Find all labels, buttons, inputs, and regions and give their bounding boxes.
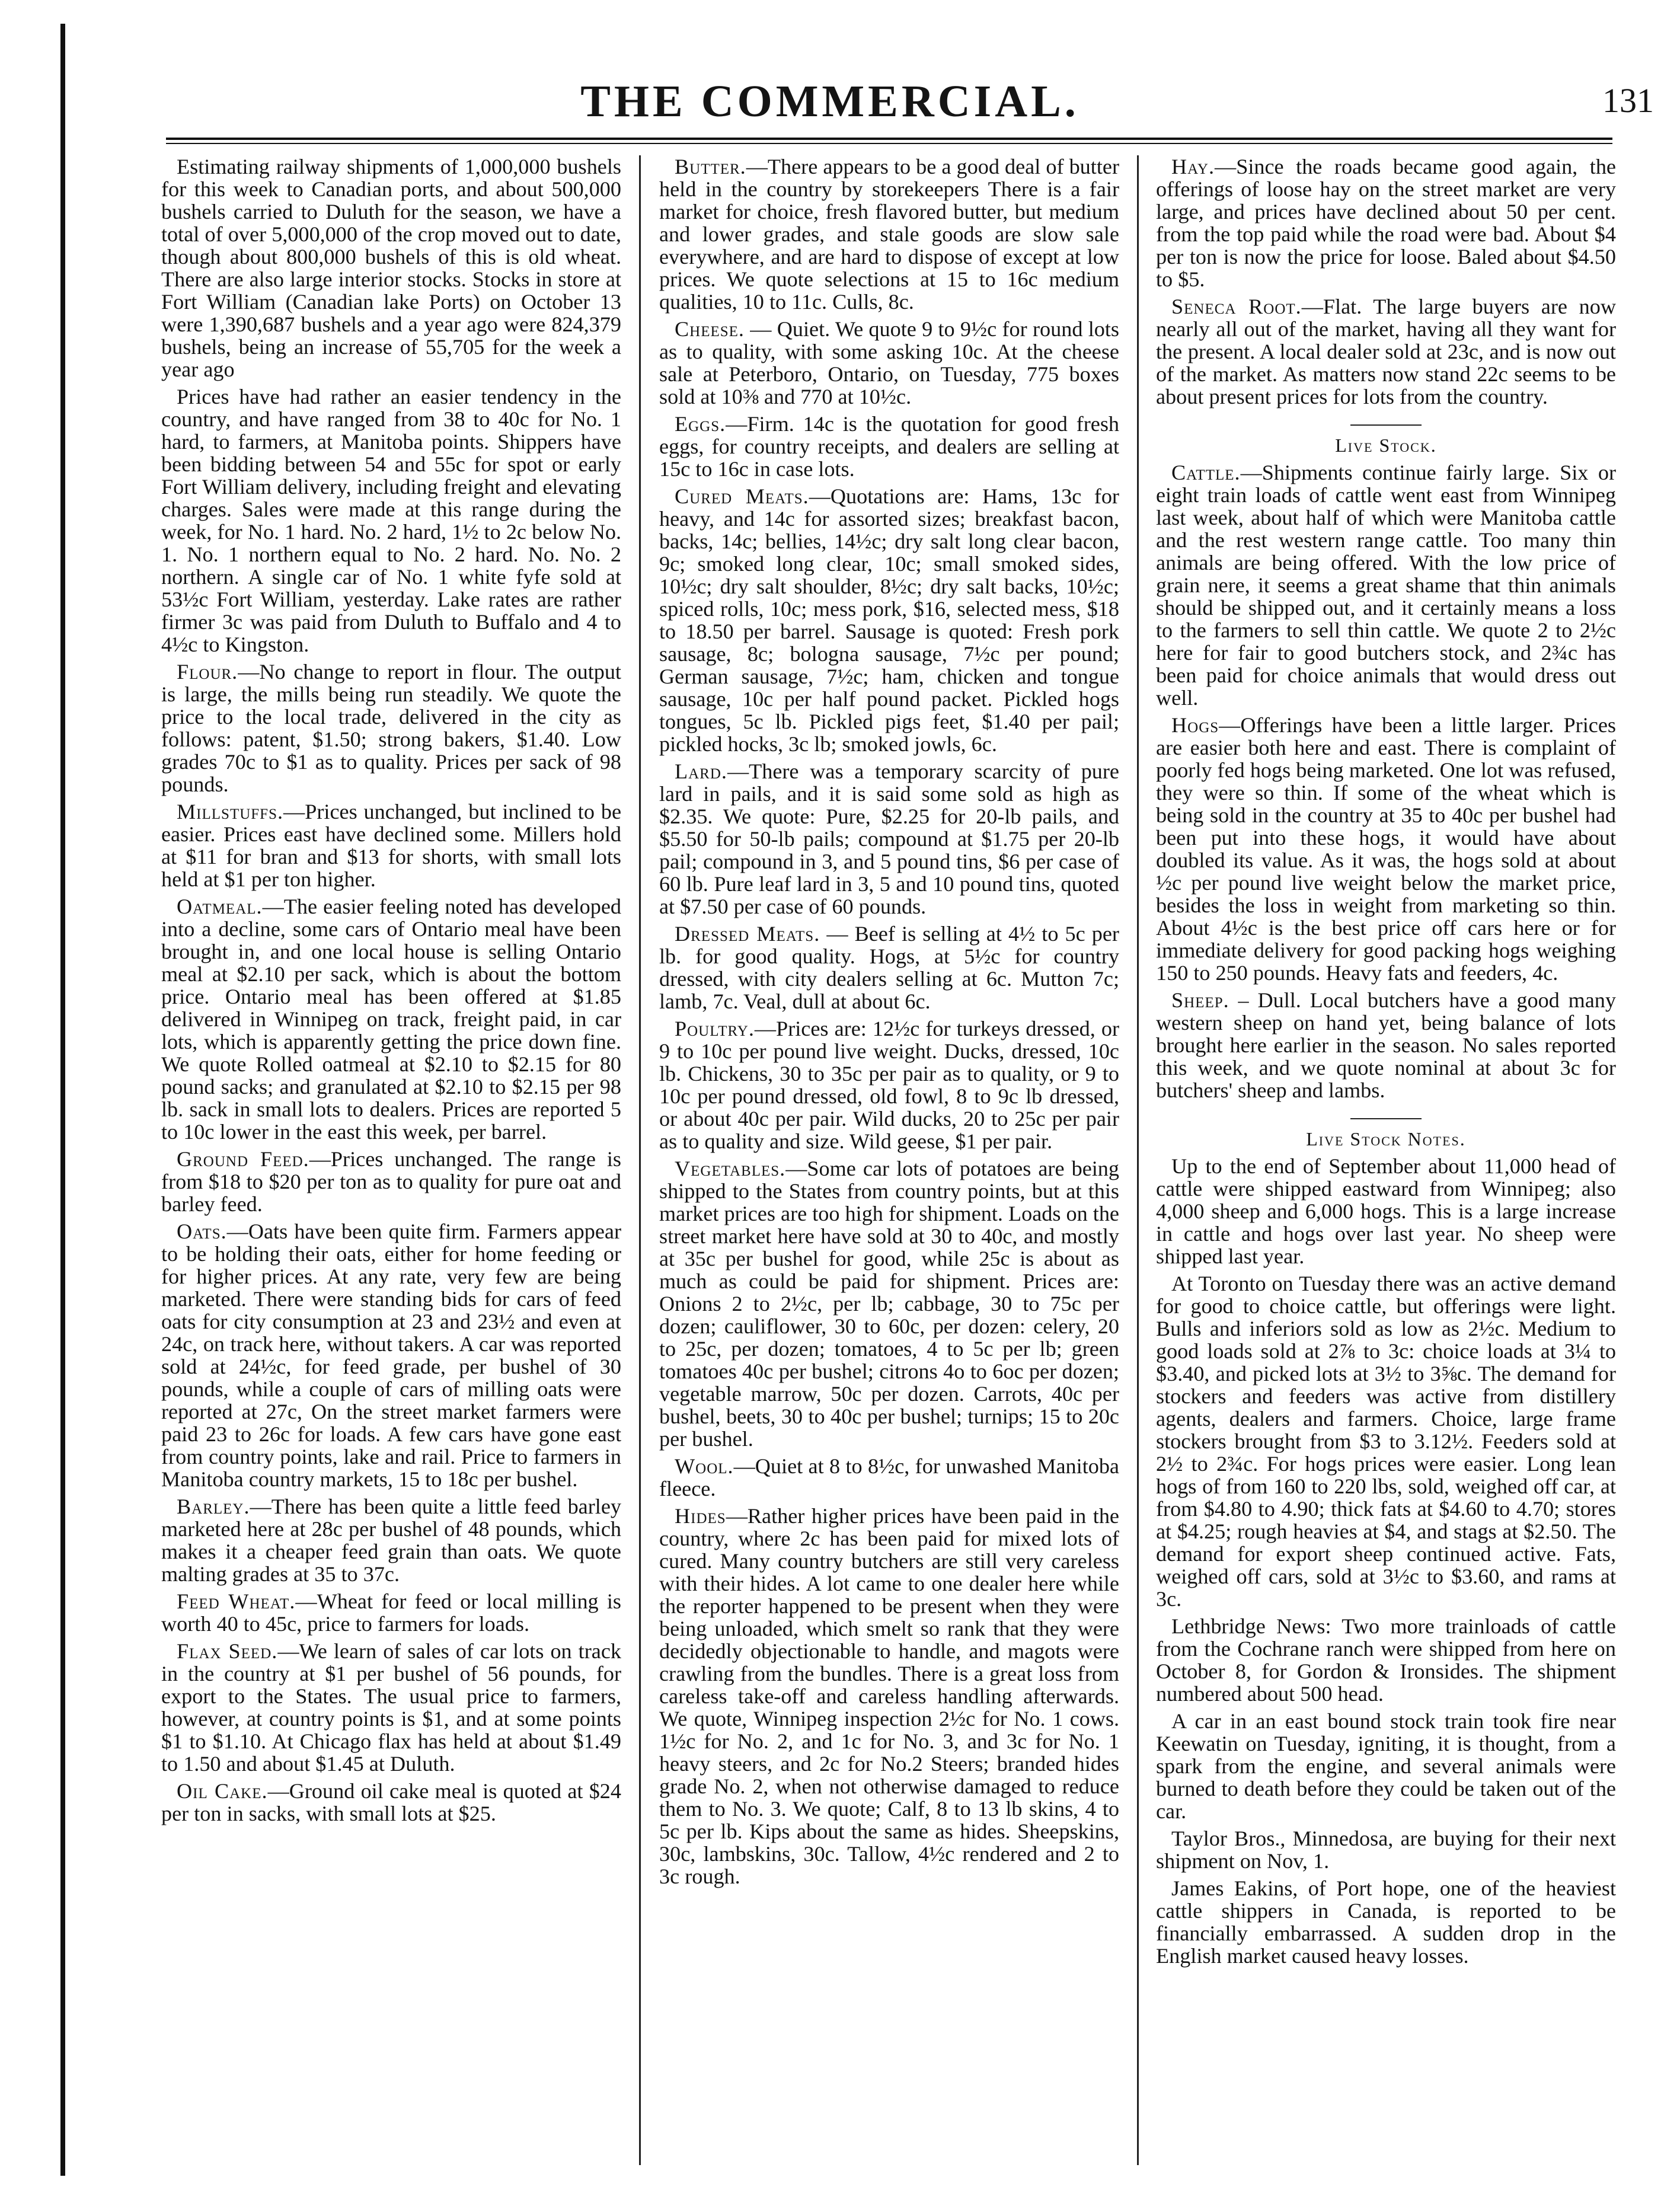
- article-paragraph: [1156, 1877, 1616, 1967]
- paragraph-text: —Wheat for feed or local milling is worth 40 to 45c, price to farmers for loads.: [161, 1589, 621, 1636]
- paragraph-heading: Cattle.: [1171, 461, 1241, 484]
- article-paragraph: [161, 895, 621, 1143]
- article-paragraph: [659, 155, 1119, 313]
- article-paragraph: [1156, 295, 1616, 408]
- article-paragraph: [659, 413, 1119, 480]
- article-paragraph: [1156, 1615, 1616, 1705]
- paragraph-heading: Seneca Root.: [1171, 295, 1302, 318]
- paragraph-text: —Prices unchanged, but inclined to be easier. Prices east have declined some. Millers hold at $11 for bran and $13 for shorts, with small lots held at $1 per ton higher.: [161, 800, 621, 891]
- paragraph-text: —Rather higher prices have been paid in the country, where 2c has been paid for mixed lots of cured. Many country butchers are still very careless with their hides. A lot came to one dealer here while the reporter happened to be present when they were being unloaded, which smelt so rank that they were decidedly objectionable to handle, and magots were crawling from the bundles. There is a great loss from careless take-off and careless handling afterwards. We quote, Winnipeg inspection 2½c for No. 1 cows. 1½c for No. 2, and 1c for No. 3, and 3c for No. 1 heavy steers, and 2c for No.2 Steers; branded hides grade No. 2, when not otherwise damaged to reduce them to No. 3. We quote; Calf, 8 to 13 lb skins, 4 to 5c per lb. Kips about the same as hides. Sheepskins, 30c, lambskins, 30c. Tallow, 4½c rendered and 2 to 3c rough.: [659, 1504, 1119, 1888]
- paragraph-text: Up to the end of September about 11,000 head of cattle were shipped eastward from Winnipeg; also 4,000 sheep and 6,000 hogs. This is a large increase in cattle and hogs over last year. No sheep were shipped last year.: [1156, 1154, 1616, 1268]
- paragraph-text: — Beef is selling at 4½ to 5c per lb. for good quality. Hogs, at 5½c for country dressed, with city dealers selling at 6c. Mutton 7c; lamb, 7c. Veal, dull at about 6c.: [659, 922, 1119, 1013]
- article-paragraph: [659, 485, 1119, 755]
- paragraph-heading: Barley.: [177, 1495, 250, 1518]
- paragraph-heading: Dressed Meats.: [675, 922, 820, 946]
- article-paragraph: [1156, 155, 1616, 290]
- paragraph-text: At Toronto on Tuesday there was an active demand for good to choice cattle, but offerings were light. Bulls and inferiors sold as low as 2½c. Medium to good loads sold at 2⅞ to 3c: choice loads at 3¼ to $3.40, and picked lots at 3½ to 3⅝c. The demand for stockers and feeders was active from distillery agents, dealers and farmers. Choice, large frame stockers brought from $3 to 3.12½. Feeders sold at 2½ to 2¾c. For hogs prices were easier. Long lean hogs of from 160 to 220 lbs, sold, weighed off car, at from $4.80 to 4.90; thick fats at $4.60 to 4.70; stores at $4.25; rough heavies at $4, and stags at $2.50. The demand for export sheep continued active. Fats, weighed off cars, sold at 3½c to $3.60, and rams at 3c.: [1156, 1272, 1616, 1611]
- paragraph-text: —Oats have been quite firm. Farmers appear to be holding their oats, either for home feeding or for higher prices. At any rate, very few are being marketed. There were standing bids for cars of feed oats for city consumption at 23 and 23½ and even at 24c, on track here, without takers. A car was reported sold at 24½c, for feed grade, per bushel of 30 pounds, while a couple of cars of milling oats were reported at 27c, On the street market farmers were paid 23 to 26c for loads. A few cars have gone east from country points, lake and rail. Price to farmers in Manitoba country markets, 15 to 18c per bushel.: [161, 1219, 621, 1491]
- article-paragraph: [161, 1148, 621, 1215]
- paragraph-text: —Offerings have been a little larger. Prices are easier both here and east. There is complaint of poorly fed hogs being marketed. One lot was refused, they were so thin. If some of the wheat which is being sold in the country at 35 to 40c per bushel had been put into these hogs, it would have about doubled its value. As it was, the hogs sold at about ½c per pound live weight below the market price, besides the loss in weight from marketing so thin. About 4½c is the best price off cars here or for immediate delivery for good packing hogs weighing 150 to 250 pounds. Heavy fats and feeders, 4c.: [1156, 713, 1616, 985]
- article-paragraph: [161, 385, 621, 656]
- paragraph-text: —Quiet at 8 to 8½c, for unwashed Manitoba fleece.: [659, 1454, 1119, 1501]
- column-divider: [1137, 155, 1139, 2165]
- article-paragraph: [1156, 1710, 1616, 1822]
- paragraph-heading: Eggs.: [675, 412, 726, 436]
- paragraph-heading: Oats.: [177, 1219, 227, 1243]
- paragraph-text: Lethbridge News: Two more trainloads of cattle from the Cochrane ranch were shipped from here on October 8, for Gordon & Ironsides. The shipment numbered about 500 head.: [1156, 1614, 1616, 1706]
- paragraph-heading: Butter.: [675, 155, 746, 178]
- header-rule-thin: [166, 143, 1612, 144]
- paragraph-text: A car in an east bound stock train took fire near Keewatin on Tuesday, igniting, it is thought, from a spark from the engine, and several animals were burned to death before they could be taken out of the car.: [1156, 1709, 1616, 1823]
- newspaper-title: THE COMMERCIAL.: [580, 76, 1079, 126]
- paragraph-heading: Poultry.: [675, 1017, 755, 1040]
- paragraph-heading: Cheese.: [675, 317, 745, 341]
- paragraph-heading: Hay.: [1171, 155, 1215, 178]
- article-paragraph: [1156, 1827, 1616, 1872]
- article-paragraph: [161, 1640, 621, 1775]
- column-divider: [639, 155, 641, 2165]
- paragraph-heading: Millstuffs.: [177, 800, 284, 823]
- page-number: 131: [1602, 81, 1654, 120]
- paragraph-text: —Quotations are: Hams, 13c for heavy, and 14c for assorted sizes; breakfast bacon, backs, 14c; bellies, 14½c; dry salt long clear bacon, 9c; smoked long clear, 10c; small smoked sides, 10½c; dry salt shoulder, 8½c; dry salt backs, 10½c; spiced rolls, 10c; mess pork, $16, selected mess, $18 to 18.50 per barrel. Sausage is quoted: Fresh pork sausage, 8c; bologna sausage, 7½c per pound; German sausage, 7½c; ham, chicken and tongue sausage, 10c per half pound packet. Pickled hogs tongues, 5c lb. Pickled pigs feet, $1.40 per pail; pickled hocks, 3c lb; smoked jowls, 6c.: [659, 484, 1119, 756]
- paragraph-text: —There was a temporary scarcity of pure lard in pails, and it is said some sold as high as $2.35. We quote: Pure, $2.25 for 20-lb pails, and $5.50 for 50-lb pails; compound at $1.75 per 20-lb pail; compound in 3, and 5 pound tins, $6 per case of 60 lb. Pure leaf lard in 3, 5 and 10 pound tins, quoted at $7.50 per case of 60 pounds.: [659, 759, 1119, 918]
- paragraph-heading: Oatmeal.: [177, 895, 263, 918]
- section-heading: Live Stock Notes.: [1156, 1118, 1616, 1150]
- paragraph-text: —Flat. The large buyers are now nearly all out of the market, having all they want for the present. A local dealer sold at 23c, and is now out of the market. As matters now stand 22c seems to be about present prices for lots from the country.: [1156, 295, 1616, 408]
- paragraph-heading: Hides: [675, 1504, 726, 1528]
- paragraph-text: James Eakins, of Port hope, one of the heaviest cattle shippers in Canada, is reported to be financially embarrassed. A sudden drop in the English market caused heavy losses.: [1156, 1876, 1616, 1968]
- article-paragraph: [1156, 989, 1616, 1102]
- paragraph-heading: Cured Meats.: [675, 484, 809, 508]
- paragraph-text: —Prices are: 12½c for turkeys dressed, or 9 to 10c per pound live weight. Ducks, dressed, 10c lb. Chickens, 30 to 35c per pair as to quality, or 9 to 10c per pound dressed, old fowl, 8 to 9c lb dressed, or about 40c per pair. Wild ducks, 20 to 25c per pair as to quality and size. Wild geese, $1 per pair.: [659, 1017, 1119, 1153]
- paragraph-text: — Quiet. We quote 9 to 9½c for round lots as to quality, with some asking 10c. At the cheese sale at Peterboro, Ontario, on Tuesday, 775 boxes sold at 10⅜ and 770 at 10½c.: [659, 317, 1119, 408]
- column-2: [659, 155, 1119, 2147]
- paragraph-heading: Vegetables.: [675, 1157, 786, 1180]
- paragraph-text: —We learn of sales of car lots on track in the country at $1 per bushel of 56 pounds, for export to the States. The usual price to farmers, however, at country points is $1, and at some points $1 to $1.10. At Chicago flax has held at about $1.49 to 1.50 and about $1.45 at Duluth.: [161, 1639, 621, 1776]
- column-1: [161, 155, 621, 2147]
- article-paragraph: [659, 922, 1119, 1013]
- article-paragraph: [161, 1590, 621, 1635]
- column-3: [1156, 155, 1616, 2147]
- article-paragraph: [161, 155, 621, 381]
- article-paragraph: [1156, 461, 1616, 709]
- paragraph-heading: Flax Seed.: [177, 1639, 278, 1663]
- paragraph-text: —Firm. 14c is the quotation for good fresh eggs, for country receipts, and dealers are selling at 15c to 16c in case lots.: [659, 412, 1119, 481]
- article-paragraph: [659, 1157, 1119, 1450]
- paragraph-text: —Prices unchanged. The range is from $18 to $20 per ton as to quality for pure oat and barley feed.: [161, 1147, 621, 1216]
- paragraph-text: —Ground oil cake meal is quoted at $24 per ton in sacks, with small lots at $25.: [161, 1779, 621, 1825]
- article-paragraph: [659, 318, 1119, 408]
- article-paragraph: [659, 1455, 1119, 1500]
- page-binding-edge: [60, 24, 65, 2176]
- article-paragraph: [659, 1505, 1119, 1888]
- article-paragraph: [659, 1017, 1119, 1153]
- article-paragraph: [161, 1495, 621, 1585]
- header-rule: [166, 138, 1612, 140]
- paragraph-heading: Wool.: [675, 1454, 734, 1478]
- article-paragraph: [1156, 1155, 1616, 1268]
- paragraph-text: Prices have had rather an easier tendency in the country, and have ranged from 38 to 40c for No. 1 hard, to farmers, at Manitoba points. Shippers have been bidding between 54 and 55c for spot or early Fort William delivery, including freight and elevating charges. Sales were made at this range during the week, for No. 1 hard. No. 2 hard, 1½ to 2c below No. 1. No. 1 northern equal to No. 2 hard. No. No. 2 northern. A single car of No. 1 white fyfe sold at 53½c Fort William, yesterday. Lake rates are rather firmer 3c was paid from Duluth to Buffalo and 4 to 4½c to Kingston.: [161, 385, 621, 656]
- article-paragraph: [1156, 714, 1616, 984]
- article-paragraph: [161, 800, 621, 890]
- paragraph-heading: Ground Feed.: [177, 1147, 309, 1171]
- paragraph-text: —No change to report in flour. The output is large, the mills being run steadily. We quote the price to the local trade, delivered in the city as follows: patent, $1.50; strong bakers, $1.40. Low grades 70c to $1 as to quality. Prices per sack of 98 pounds.: [161, 660, 621, 796]
- article-paragraph: [161, 660, 621, 796]
- paragraph-text: —There appears to be a good deal of butter held in the country by storekeepers There is a fair market for choice, fresh flavored butter, but medium and lower grades, and stale goods are slow sale everywhere, and are hard to dispose of except at low prices. We quote selections at 15 to 16c medium qualities, 10 to 11c. Culls, 8c.: [659, 155, 1119, 314]
- paragraph-text: —Shipments continue fairly large. Six or eight train loads of cattle went east from Winnipeg last week, about half of which were Manitoba cattle and the rest western range cattle. Too many thin animals are being offered. With the low price of grain nere, it seems a great shame that thin animals should be shipped out, and it certainly means a loss to the farmers to sell thin cattle. We quote 2 to 2½c here for fair to good butchers stock, and 2¾c has been paid for choice animals that would dress out well.: [1156, 461, 1616, 710]
- paragraph-text: —Since the roads became good again, the offerings of loose hay on the street market are very large, and prices have declined about 50 per cent. from the top paid while the road were bad. About $4 per ton is now the price for loose. Baled about $4.50 to $5.: [1156, 155, 1616, 291]
- paragraph-text: Taylor Bros., Minnedosa, are buying for their next shipment on Nov, 1.: [1156, 1827, 1616, 1873]
- article-paragraph: [659, 760, 1119, 918]
- article-paragraph: [1156, 1272, 1616, 1610]
- paragraph-heading: Hogs: [1171, 713, 1219, 737]
- paragraph-text: —Some car lots of potatoes are being shipped to the States from country points, but at this market prices are too high for shipment. Loads on the street market here have sold at 30 to 40c, and mostly at 35c per bushel for good, while 25c is about as much as could be paid for shipment. Prices are: Onions 2 to 2½c, per lb; cabbage, 30 to 75c per dozen; cauliflower, 30 to 60c, per dozen: celery, 20 to 25c, per dozen; tomatoes, 4 to 5c per lb; green tomatoes 40c per bushel; citrons 4o to 6oc per dozen; vegetable marrow, 50c per dozen. Carrots, 40c per bushel, beets, 30 to 40c per bushel; turnips; 15 to 20c per bushel.: [659, 1157, 1119, 1451]
- paragraph-text: Estimating railway shipments of 1,000,000 bushels for this week to Canadian ports, and about 500,000 bushels carried to Duluth for the season, we have a total of over 5,000,000 of the crop moved out to date, though about 800,000 bushels of this is old wheat. There are also large interior stocks. Stocks in store at Fort William (Canadian lake Ports) on October 13 were 1,390,687 bushels and a year ago were 824,379 bushels, being an increase of 55,705 for the week a year ago: [161, 155, 621, 381]
- article-paragraph: [161, 1780, 621, 1825]
- paragraph-heading: Lard.: [675, 759, 727, 783]
- paragraph-heading: Feed Wheat.: [177, 1589, 296, 1613]
- masthead: [124, 70, 1666, 141]
- paragraph-text: —The easier feeling noted has developed into a decline, some cars of Ontario meal have been brought in, and one local house is selling Ontario meal at $2.10 per sack, which is about the bottom price. Ontario meal has been offered at $1.85 delivered in Winnipeg on track, freight paid, in car lots, which is apparently getting the price down fine. We quote Rolled oatmeal at $2.10 to $2.15 for 80 pound sacks; and granulated at $2.10 to $2.15 per 98 lb. sack in small lots to dealers. Prices are reported 5 to 10c lower in the east this week, per barrel.: [161, 895, 621, 1144]
- paragraph-heading: Flour.: [177, 660, 238, 684]
- section-heading: Live Stock.: [1156, 424, 1616, 456]
- paragraph-heading: Sheep.: [1171, 988, 1229, 1012]
- paragraph-text: – Dull. Local butchers have a good many western sheep on hand yet, being balance of lots brought here earlier in the season. No sales reported this week, and we quote nominal at about 3c for butchers' sheep and lambs.: [1156, 988, 1616, 1102]
- paragraph-text: —There has been quite a little feed barley marketed here at 28c per bushel of 48 pounds, which makes it a cheaper feed grain than oats. We quote malting grades at 35 to 37c.: [161, 1495, 621, 1586]
- paragraph-heading: Oil Cake.: [177, 1779, 268, 1803]
- article-paragraph: [161, 1220, 621, 1490]
